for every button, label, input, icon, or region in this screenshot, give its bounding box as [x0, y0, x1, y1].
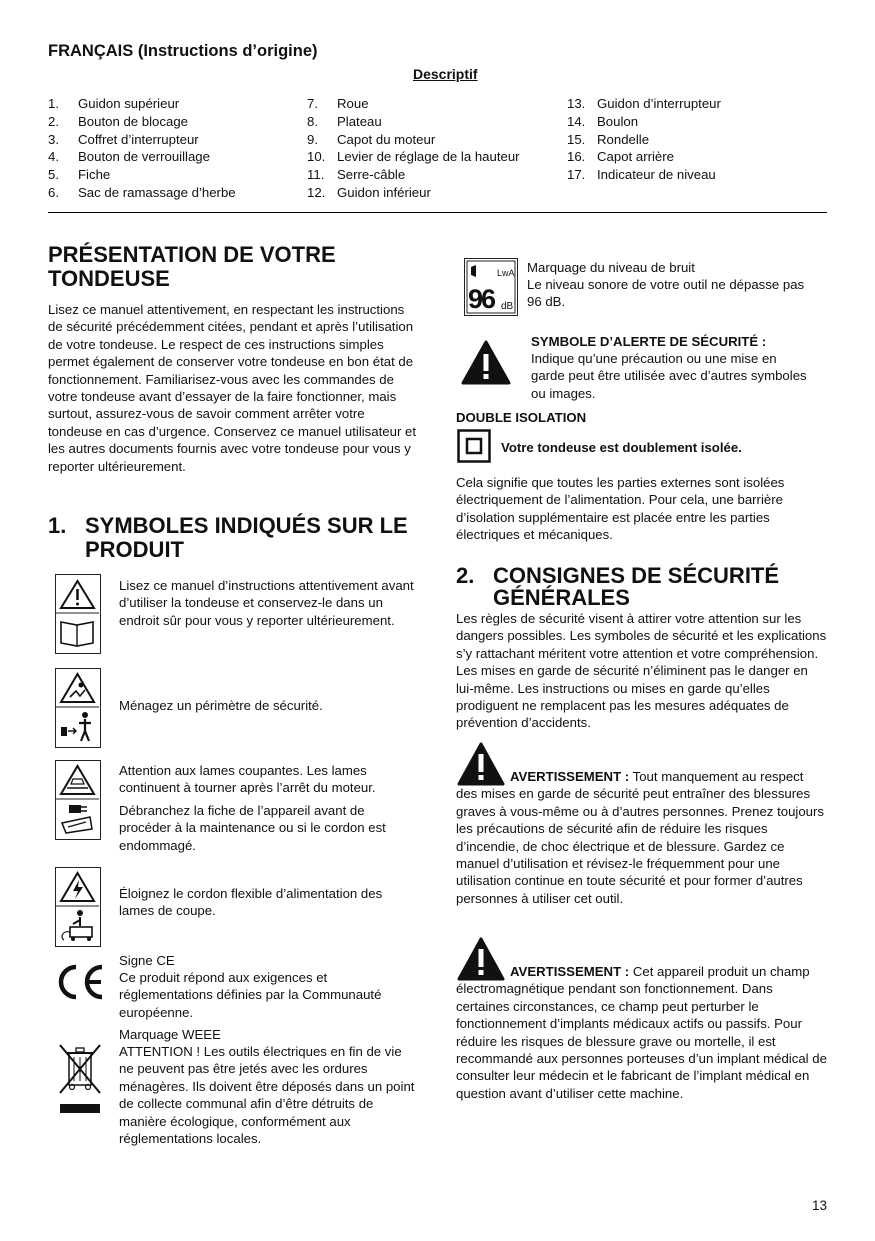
double-isolation-body: Cela signifie que toutes les parties externes sont isolées électriquement de l’alimentation. Pour cela, une barrière d’isolation supplémentaire est placée entre les parties électriques et mécaniques. — [456, 475, 785, 543]
symbol-text: Éloignez le cordon flexible d’alimentation des lames de coupe. — [119, 886, 383, 919]
warning-2: AVERTISSEMENT : Cet appareil produit un champ électromagnétique pendant son fonctionnement. Dans certaines circonstances, ce champ peut perturber le fonctionnement d’implants médicaux actifs ou passifs. Pour réduire les risques de blessure grave ou mortelle, il est recommandé aux personnes porteuses d’un implant médical de consulter leur médecin et le fabricant de l’implant médical en question avant d’utiliser cette machine. — [456, 964, 827, 1101]
list-item: 3. Coffret d’interrupteur — [48, 131, 199, 147]
noise-text: Le niveau sonore de votre outil ne dépasse pas 96 dB. — [527, 277, 805, 310]
svg-text:96: 96 — [468, 284, 495, 314]
section2-body: Les règles de sécurité visent à attirer votre attention sur les dangers possibles. Les symboles de sécurité et les explications s’y rattachant méritent votre attention et votre compréhension. Les mises en garde de sécurité n’éliminent pas le danger en lui-même. Les instructions ou mises en garde qu’elles prodiguent ne remplacent pas les mesures adéquates de prévention d’accidents. — [456, 611, 827, 731]
page-header-title: FRANÇAIS (Instructions d’origine) — [48, 42, 318, 60]
list-item: 17. Indicateur de niveau — [567, 167, 716, 183]
symbol-text: Ce produit répond aux exigences et réglementations définies par la Communauté européenne. — [119, 970, 382, 1020]
noise-level-icon — [464, 258, 518, 316]
warning-1: AVERTISSEMENT : Tout manquement au respect des mises en garde de sécurité peut entraîner des blessures graves à vous-même ou à d’autres personnes. Prenez toujours les précautions de sécurité afin de réduire les risques d’incendie, de choc électrique et de blessure. Gardez ce manuel d’utilisation et révisez-le fréquemment pour une utilisation continue en toute sécurité et pour former d’autres personnes à utiliser cet outil. — [456, 769, 824, 906]
list-item: 16. Capot arrière — [567, 149, 674, 165]
symbol-text: Ménagez un périmètre de sécurité. — [119, 698, 323, 713]
list-item: 13. Guidon d’interrupteur — [567, 96, 721, 111]
section1-title: 1. SYMBOLES INDIQUÉS SUR LE PRODUIT — [48, 513, 408, 562]
read-manual-symbol — [55, 574, 101, 654]
safety-perimeter-symbol — [55, 668, 101, 748]
double-isolation-title: DOUBLE ISOLATION — [456, 410, 587, 425]
electric-shock-icon — [61, 873, 94, 901]
double-isolation-icon — [457, 429, 491, 463]
mower-cord-icon — [62, 910, 92, 941]
list-item: 12. Guidon inférieur — [307, 184, 431, 200]
svg-text:dB: dB — [501, 301, 514, 312]
description-column-1 — [48, 95, 298, 202]
descriptif-heading: Descriptif — [413, 66, 478, 82]
blades-unplug-symbol — [55, 760, 101, 840]
thrown-objects-icon — [61, 674, 94, 702]
svg-text:LwA: LwA — [497, 268, 515, 278]
symbol-title: Marquage WEEE — [119, 1027, 221, 1042]
list-item: 10. Levier de réglage de la hauteur — [307, 149, 520, 165]
symbol-text: Lisez ce manuel d’instructions attentivement avant d’utiliser la tondeuse et conservez-le dans un endroit sûr pour vous y reporter ultérieurement. — [119, 578, 414, 628]
section2-title: 2. CONSIGNES DE SÉCURITÉ GÉNÉRALES — [456, 563, 780, 610]
symbol-text: Attention aux lames coupantes. Les lames continuent à tourner après l’arrêt du moteur. — [119, 763, 376, 796]
presentation-title: PRÉSENTATION DE VOTRE TONDEUSE — [48, 242, 336, 291]
cutting-blade-icon — [61, 766, 94, 794]
unplug-icon — [62, 805, 92, 833]
weee-bin-icon — [56, 1043, 104, 1115]
symbol-text-2: Débranchez la fiche de l’appareil avant de procéder à la maintenance ou si le cordon est endommagé. — [119, 803, 386, 853]
list-item: 6. Sac de ramassage d’herbe — [48, 184, 236, 200]
description-column-2 — [307, 95, 562, 202]
double-isolation-text: Votre tondeuse est doublement isolée. — [501, 440, 742, 455]
list-item: 4. Bouton de verrouillage — [48, 149, 210, 165]
list-item: 11. Serre-câble — [307, 167, 406, 183]
list-item: 2. Bouton de blocage — [48, 113, 188, 129]
list-item: 9. Capot du moteur — [307, 131, 436, 147]
list-item: 15. Rondelle — [567, 131, 650, 147]
noise-title: Marquage du niveau de bruit — [527, 260, 695, 275]
list-item: 8. Plateau — [307, 113, 382, 129]
presentation-body: Lisez ce manuel attentivement, en respectant les instructions de sécurité précédemment citées, pendant et après l’utilisation de votre tondeuse. Le respect de ces instructions simples permet également de conserver votre tondeuse en bon état de fonctionnement. Familiarisez-vous avec les commandes de votre tondeuse avant d’essayer de la faire fonctionner, mais surtout, assurez-vous de savoir comment arrêter votre tondeuse en cas d’urgence. Conservez ce manuel utilisateur et les autres documents fournis avec votre tondeuse pour vous y reporter ultérieurement. — [48, 302, 417, 474]
section-divider — [48, 212, 827, 213]
safety-alert-icon — [461, 340, 511, 386]
warning-triangle-icon — [56, 575, 99, 652]
alert-text: Indique qu’une précaution ou une mise en garde peut être utilisée avec d’autres symboles ou images. — [531, 351, 807, 401]
ce-mark-icon — [54, 960, 106, 1004]
symbol-text: ATTENTION ! Les outils électriques en fin de vie ne peuvent pas être jetés avec les ordures ménagères. Ils doivent être déposés dans un point de collecte communal afin d’être détruits de manière écologique, conformément aux réglementations locales. — [119, 1044, 415, 1147]
list-item: 7. Roue — [307, 96, 369, 111]
book-icon — [61, 622, 93, 646]
list-item: 5. Fiche — [48, 167, 111, 183]
description-column-3 — [567, 95, 827, 184]
person-distance-icon — [61, 712, 91, 741]
alert-title: SYMBOLE D’ALERTE DE SÉCURITÉ : — [531, 334, 767, 349]
cord-away-symbol — [55, 867, 101, 947]
page-number: 13 — [811, 1198, 827, 1213]
symbol-title: Signe CE — [119, 953, 175, 968]
list-item: 14. Boulon — [567, 113, 639, 129]
list-item: 1. Guidon supérieur — [48, 96, 180, 111]
